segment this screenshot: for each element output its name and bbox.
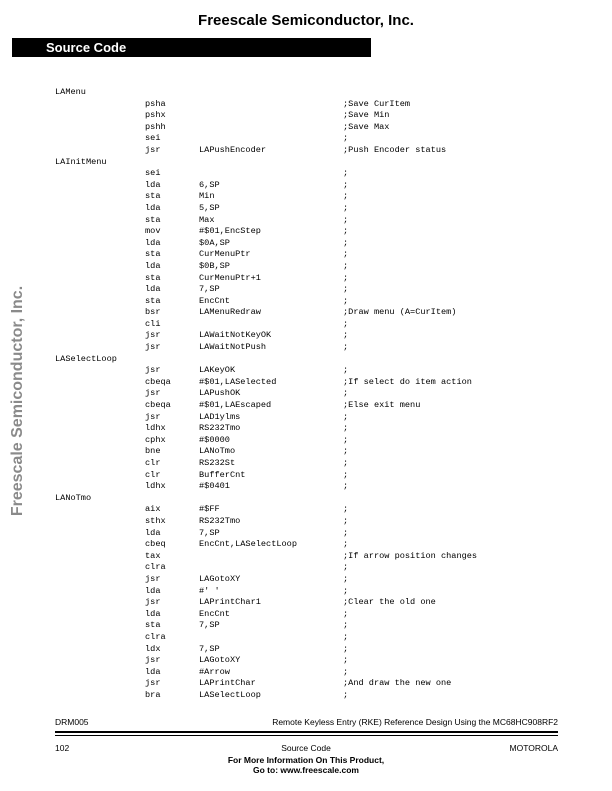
code-opcode: clr — [145, 469, 161, 480]
code-operand: EncCnt — [199, 608, 230, 619]
code-operand: LANoTmo — [199, 446, 236, 457]
code-comment: ;If arrow position changes — [343, 550, 478, 561]
code-line — [0, 261, 612, 273]
code-opcode: clr — [145, 458, 161, 468]
code-opcode: lda — [145, 527, 161, 538]
code-operand: LAPushOK — [199, 388, 241, 399]
code-label: LAMenu — [55, 87, 86, 97]
code-comment: ; — [343, 330, 349, 341]
code-opcode: sta — [145, 620, 161, 631]
code-opcode: jsr — [145, 388, 161, 399]
code-opcode: sta — [145, 295, 161, 306]
code-label: LASelectLoop — [55, 353, 117, 364]
code-operand: RS232Tmo — [199, 423, 241, 434]
page-number: 102 — [55, 743, 70, 753]
code-line — [0, 470, 612, 482]
code-opcode: jsr — [145, 411, 161, 422]
code-opcode: ldx — [145, 643, 161, 654]
code-comment: ; — [343, 655, 349, 666]
code-opcode: jsr — [145, 365, 161, 376]
code-line — [0, 99, 612, 111]
code-opcode: sta — [145, 191, 161, 202]
code-line — [0, 690, 612, 702]
code-operand: LAGotoXY — [199, 573, 241, 584]
code-operand: LAKeyOK — [199, 365, 236, 376]
code-line — [0, 133, 612, 145]
code-opcode: jsr — [145, 330, 161, 341]
code-operand: #$01,LAEscaped — [199, 400, 272, 411]
code-line — [0, 365, 612, 377]
code-operand: 7,SP — [199, 620, 220, 631]
code-comment: ; — [343, 631, 349, 642]
code-comment: ;Push Encoder status — [343, 144, 447, 155]
section-title-bar — [12, 38, 371, 57]
code-comment: ; — [343, 469, 349, 480]
code-operand: #' ' — [199, 585, 220, 596]
code-operand: LASelectLoop — [199, 689, 261, 700]
code-opcode: jsr — [145, 597, 161, 608]
code-operand: EncCnt,LASelectLoop — [199, 539, 297, 550]
code-opcode: pshh — [145, 121, 166, 132]
code-operand: 7,SP — [199, 527, 220, 538]
code-comment: ; — [343, 388, 349, 399]
code-opcode: sei — [145, 168, 161, 179]
footer-doc-title: Remote Keyless Entry (RKE) Reference Design Using the MC68HC908RF2 — [272, 717, 558, 727]
code-opcode: mov — [145, 226, 161, 237]
code-line — [0, 377, 612, 389]
code-comment: ; — [343, 342, 349, 353]
code-opcode: jsr — [145, 655, 161, 666]
code-line — [0, 667, 612, 679]
code-line — [0, 644, 612, 656]
code-opcode: cphx — [145, 434, 166, 445]
code-comment: ; — [343, 458, 349, 468]
code-operand: 5,SP — [199, 202, 220, 213]
code-comment: ; — [343, 284, 349, 295]
code-operand: #$0000 — [199, 434, 230, 445]
code-line — [0, 238, 612, 250]
code-opcode: sta — [145, 249, 161, 260]
code-line — [0, 528, 612, 540]
code-comment: ; — [343, 133, 349, 144]
code-line — [0, 215, 612, 227]
code-line — [0, 458, 612, 470]
code-opcode: lda — [145, 202, 161, 213]
header-title: Freescale Semiconductor, Inc. — [198, 12, 414, 29]
code-comment: ; — [343, 481, 349, 492]
code-line — [0, 203, 612, 215]
code-operand: LAMenuRedraw — [199, 307, 261, 318]
code-operand: LAWaitNotPush — [199, 342, 267, 353]
code-line — [0, 87, 612, 99]
code-line — [0, 678, 612, 690]
code-line — [0, 504, 612, 516]
code-opcode: bsr — [145, 307, 161, 318]
code-comment: ; — [343, 504, 349, 515]
code-comment: ;Save Min — [343, 110, 390, 121]
code-comment: ; — [343, 318, 349, 329]
code-line — [0, 284, 612, 296]
code-operand: 6,SP — [199, 179, 220, 190]
source-code-listing — [0, 87, 612, 701]
code-comment: ; — [343, 515, 349, 526]
code-opcode: lda — [145, 608, 161, 619]
code-comment: ; — [343, 295, 349, 306]
code-operand: $0A,SP — [199, 237, 230, 248]
side-watermark-text: Freescale Semiconductor, Inc. — [9, 285, 26, 517]
code-comment: ; — [343, 666, 349, 677]
code-opcode: lda — [145, 237, 161, 248]
code-opcode: aix — [145, 504, 161, 515]
code-operand: BufferCnt — [199, 469, 246, 480]
code-line — [0, 145, 612, 157]
code-comment: ;And draw the new one — [343, 678, 452, 689]
code-opcode: jsr — [145, 342, 161, 353]
code-comment: ; — [343, 179, 349, 190]
code-line — [0, 423, 612, 435]
section-title: Source Code — [46, 40, 127, 55]
code-line — [0, 435, 612, 447]
code-comment: ; — [343, 573, 349, 584]
code-comment: ; — [343, 643, 349, 654]
code-operand: 7,SP — [199, 284, 220, 295]
code-line — [0, 180, 612, 192]
code-opcode: lda — [145, 179, 161, 190]
code-line — [0, 319, 612, 331]
code-comment: ;Save CurItem — [343, 98, 411, 109]
code-operand: Min — [199, 191, 215, 202]
code-operand: LAD1ylms — [199, 411, 241, 422]
code-line — [0, 493, 612, 505]
code-opcode: lda — [145, 260, 161, 271]
code-operand: LAPrintChar1 — [199, 597, 261, 608]
code-line — [0, 157, 612, 169]
code-comment: ; — [343, 446, 349, 457]
code-comment: ; — [343, 620, 349, 631]
code-comment: ; — [343, 168, 349, 179]
code-comment: ;If select do item action — [343, 376, 472, 387]
code-operand: EncCnt — [199, 295, 230, 306]
code-line — [0, 330, 612, 342]
code-operand: LAPrintChar — [199, 678, 256, 689]
code-operand: #$01,LASelected — [199, 376, 277, 387]
code-line — [0, 551, 612, 563]
code-opcode: jsr — [145, 144, 161, 155]
code-opcode: bne — [145, 446, 161, 457]
code-line — [0, 620, 612, 632]
code-opcode: lda — [145, 585, 161, 596]
code-opcode: bra — [145, 689, 161, 700]
code-opcode: cbeq — [145, 539, 166, 550]
code-line — [0, 168, 612, 180]
code-opcode: clra — [145, 631, 166, 642]
code-line — [0, 412, 612, 424]
code-comment: ; — [343, 365, 349, 376]
code-operand: CurMenuPtr — [199, 249, 251, 260]
footer-rule-thick — [55, 731, 558, 733]
code-line — [0, 342, 612, 354]
code-opcode: jsr — [145, 678, 161, 689]
code-operand: CurMenuPtr+1 — [199, 272, 261, 283]
code-line — [0, 539, 612, 551]
footer-rule-thin — [55, 735, 558, 736]
code-comment: ; — [343, 226, 349, 237]
code-line — [0, 574, 612, 586]
code-comment: ; — [343, 249, 349, 260]
code-comment: ; — [343, 434, 349, 445]
code-line — [0, 388, 612, 400]
code-operand: LAPushEncoder — [199, 144, 267, 155]
code-operand: #$01,EncStep — [199, 226, 261, 237]
code-comment: ; — [343, 585, 349, 596]
code-operand: LAWaitNotKeyOK — [199, 330, 272, 341]
code-line — [0, 400, 612, 412]
code-line — [0, 296, 612, 308]
code-line — [0, 354, 612, 366]
code-operand: #$FF — [199, 504, 220, 515]
code-comment: ; — [343, 527, 349, 538]
code-label: LAInitMenu — [55, 156, 107, 167]
code-line — [0, 586, 612, 598]
code-opcode: psha — [145, 98, 166, 109]
more-info-line: For More Information On This Product, — [227, 755, 385, 765]
code-comment: ; — [343, 562, 349, 573]
code-comment: ; — [343, 411, 349, 422]
code-opcode: ldhx — [145, 423, 166, 434]
code-line — [0, 655, 612, 667]
code-comment: ; — [343, 260, 349, 271]
code-comment: ;Clear the old one — [343, 597, 436, 608]
code-opcode: sthx — [145, 515, 166, 526]
code-opcode: ldhx — [145, 481, 166, 492]
code-comment: ;Draw menu (A=CurItem) — [343, 307, 457, 318]
code-line — [0, 226, 612, 238]
code-opcode: cli — [145, 318, 161, 329]
code-line — [0, 191, 612, 203]
code-operand: $0B,SP — [199, 260, 230, 271]
code-line — [0, 122, 612, 134]
code-label: LANoTmo — [55, 492, 92, 503]
code-opcode: lda — [145, 666, 161, 677]
code-line — [0, 597, 612, 609]
code-comment: ;Save Max — [343, 121, 390, 132]
code-opcode: jsr — [145, 573, 161, 584]
footer-brand: MOTOROLA — [509, 743, 558, 753]
code-line — [0, 609, 612, 621]
code-line — [0, 516, 612, 528]
code-comment: ; — [343, 237, 349, 248]
code-operand: 7,SP — [199, 643, 220, 654]
footer-section: Source Code — [281, 743, 331, 753]
code-operand: #Arrow — [199, 666, 230, 677]
more-info-url: Go to: www.freescale.com — [253, 765, 359, 775]
more-info-block — [0, 755, 612, 775]
code-comment: ; — [343, 214, 349, 225]
code-line — [0, 632, 612, 644]
code-line — [0, 446, 612, 458]
code-operand: RS232St — [199, 458, 236, 468]
code-line — [0, 249, 612, 261]
footer-doc-id: DRM005 — [55, 717, 89, 727]
code-opcode: lda — [145, 284, 161, 295]
code-opcode: pshx — [145, 110, 166, 121]
code-comment: ; — [343, 202, 349, 213]
code-opcode: sta — [145, 272, 161, 283]
code-line — [0, 562, 612, 574]
code-line — [0, 110, 612, 122]
code-opcode: cbeqa — [145, 400, 171, 411]
code-comment: ;Else exit menu — [343, 400, 421, 411]
code-comment: ; — [343, 539, 349, 550]
code-operand: LAGotoXY — [199, 655, 241, 666]
code-opcode: cbeqa — [145, 376, 171, 387]
code-opcode: tax — [145, 550, 161, 561]
code-opcode: sta — [145, 214, 161, 225]
code-opcode: sei — [145, 133, 161, 144]
code-comment: ; — [343, 191, 349, 202]
code-comment: ; — [343, 423, 349, 434]
code-comment: ; — [343, 272, 349, 283]
code-operand: Max — [199, 214, 215, 225]
code-operand: #$0401 — [199, 481, 230, 492]
code-line — [0, 307, 612, 319]
code-operand: RS232Tmo — [199, 515, 241, 526]
code-line — [0, 481, 612, 493]
code-line — [0, 273, 612, 285]
code-comment: ; — [343, 608, 349, 619]
code-comment: ; — [343, 689, 349, 700]
code-opcode: clra — [145, 562, 166, 573]
